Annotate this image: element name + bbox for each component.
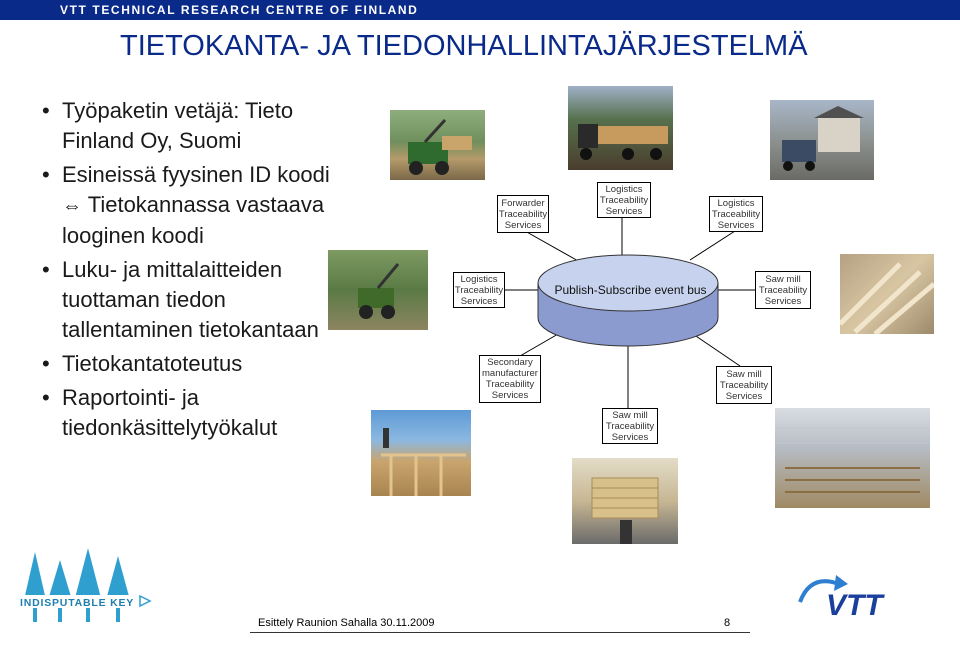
forwarder-photo: [390, 110, 485, 180]
service-box-sawmill-bottom-right: [716, 366, 772, 404]
header-org: VTT TECHNICAL RESEARCH CENTRE OF FINLAND: [60, 3, 419, 17]
service-line: Services: [605, 205, 643, 217]
service-line: Traceability: [719, 379, 769, 391]
event-bus-cylinder: [538, 255, 718, 346]
footer-divider: [250, 632, 750, 633]
service-line: Saw mill: [765, 273, 801, 285]
service-line: Logistics: [605, 183, 643, 195]
service-line: Forwarder: [501, 197, 545, 209]
construction-site-photo: [371, 410, 471, 496]
service-line: Saw mill: [726, 368, 762, 380]
event-bus-label: Publish-Subscribe event bus: [554, 283, 707, 297]
page-title: TIETOKANTA- JA TIEDONHALLINTAJÄRJESTELMÄ: [120, 30, 808, 62]
service-box-logistics-top: [597, 182, 651, 218]
service-box-sawmill-bottom: [602, 408, 658, 444]
timber-logs-photo: [840, 254, 934, 334]
service-line: Services: [491, 390, 529, 401]
service-box-forwarder: [497, 195, 549, 233]
service-line: Traceability: [485, 379, 535, 390]
service-box-sawmill-right: [755, 271, 811, 309]
service-line: Secondary: [487, 357, 533, 368]
bullet-text: Työpaketin vetäjä: Tieto Finland Oy, Suomi: [62, 98, 294, 153]
service-line: Traceability: [454, 284, 504, 296]
bullet-text: Tietokantatoteutus: [62, 351, 243, 376]
service-box-secondary-manufacturer: [479, 355, 541, 403]
bullet-text: Luku- ja mittalaitteiden tuottaman tiedon tallentaminen tietokantaan: [62, 257, 319, 342]
service-line: Traceability: [599, 194, 649, 206]
sawmill-building-photo: [770, 100, 874, 180]
service-line: Traceability: [498, 208, 548, 220]
bullet-text: Esineissä fyysinen ID koodi: [62, 162, 330, 187]
lumber-stack-photo: [572, 458, 678, 544]
service-line: Services: [764, 295, 802, 307]
footer-text: Esittely Raunion Sahalla 30.11.2009: [258, 617, 435, 629]
service-line: manufacturer: [482, 368, 538, 379]
timber-truck-photo: [568, 86, 673, 170]
vtt-logo-text: VTT: [826, 589, 883, 622]
service-line: Services: [717, 219, 755, 231]
page-number: 8: [724, 617, 731, 629]
service-box-logistics-left: [453, 272, 505, 308]
indisputable-key-text: INDISPUTABLE KEY: [20, 597, 135, 609]
service-line: Traceability: [711, 208, 761, 220]
vtt-logo: [800, 575, 885, 622]
indisputable-key-logo: [18, 548, 150, 622]
service-line: Saw mill: [612, 409, 648, 421]
service-line: Logistics: [460, 273, 498, 285]
service-line: Services: [460, 295, 498, 307]
service-line: Services: [611, 431, 649, 443]
harvester-photo: [328, 250, 428, 330]
service-line: Services: [725, 390, 763, 402]
bullet-text: Tietokannassa vastaava looginen koodi: [62, 192, 325, 248]
service-line: Traceability: [758, 284, 808, 296]
service-line: Services: [504, 219, 542, 231]
service-box-logistics-right: [709, 196, 763, 232]
double-arrow-icon: ⇔: [62, 195, 82, 217]
service-line: Traceability: [605, 420, 655, 432]
service-line: Logistics: [717, 197, 755, 209]
bullet-text: Raportointi- ja tiedonkäsittelytyökalut: [62, 385, 278, 440]
sawmill-hall-photo: [775, 408, 930, 508]
